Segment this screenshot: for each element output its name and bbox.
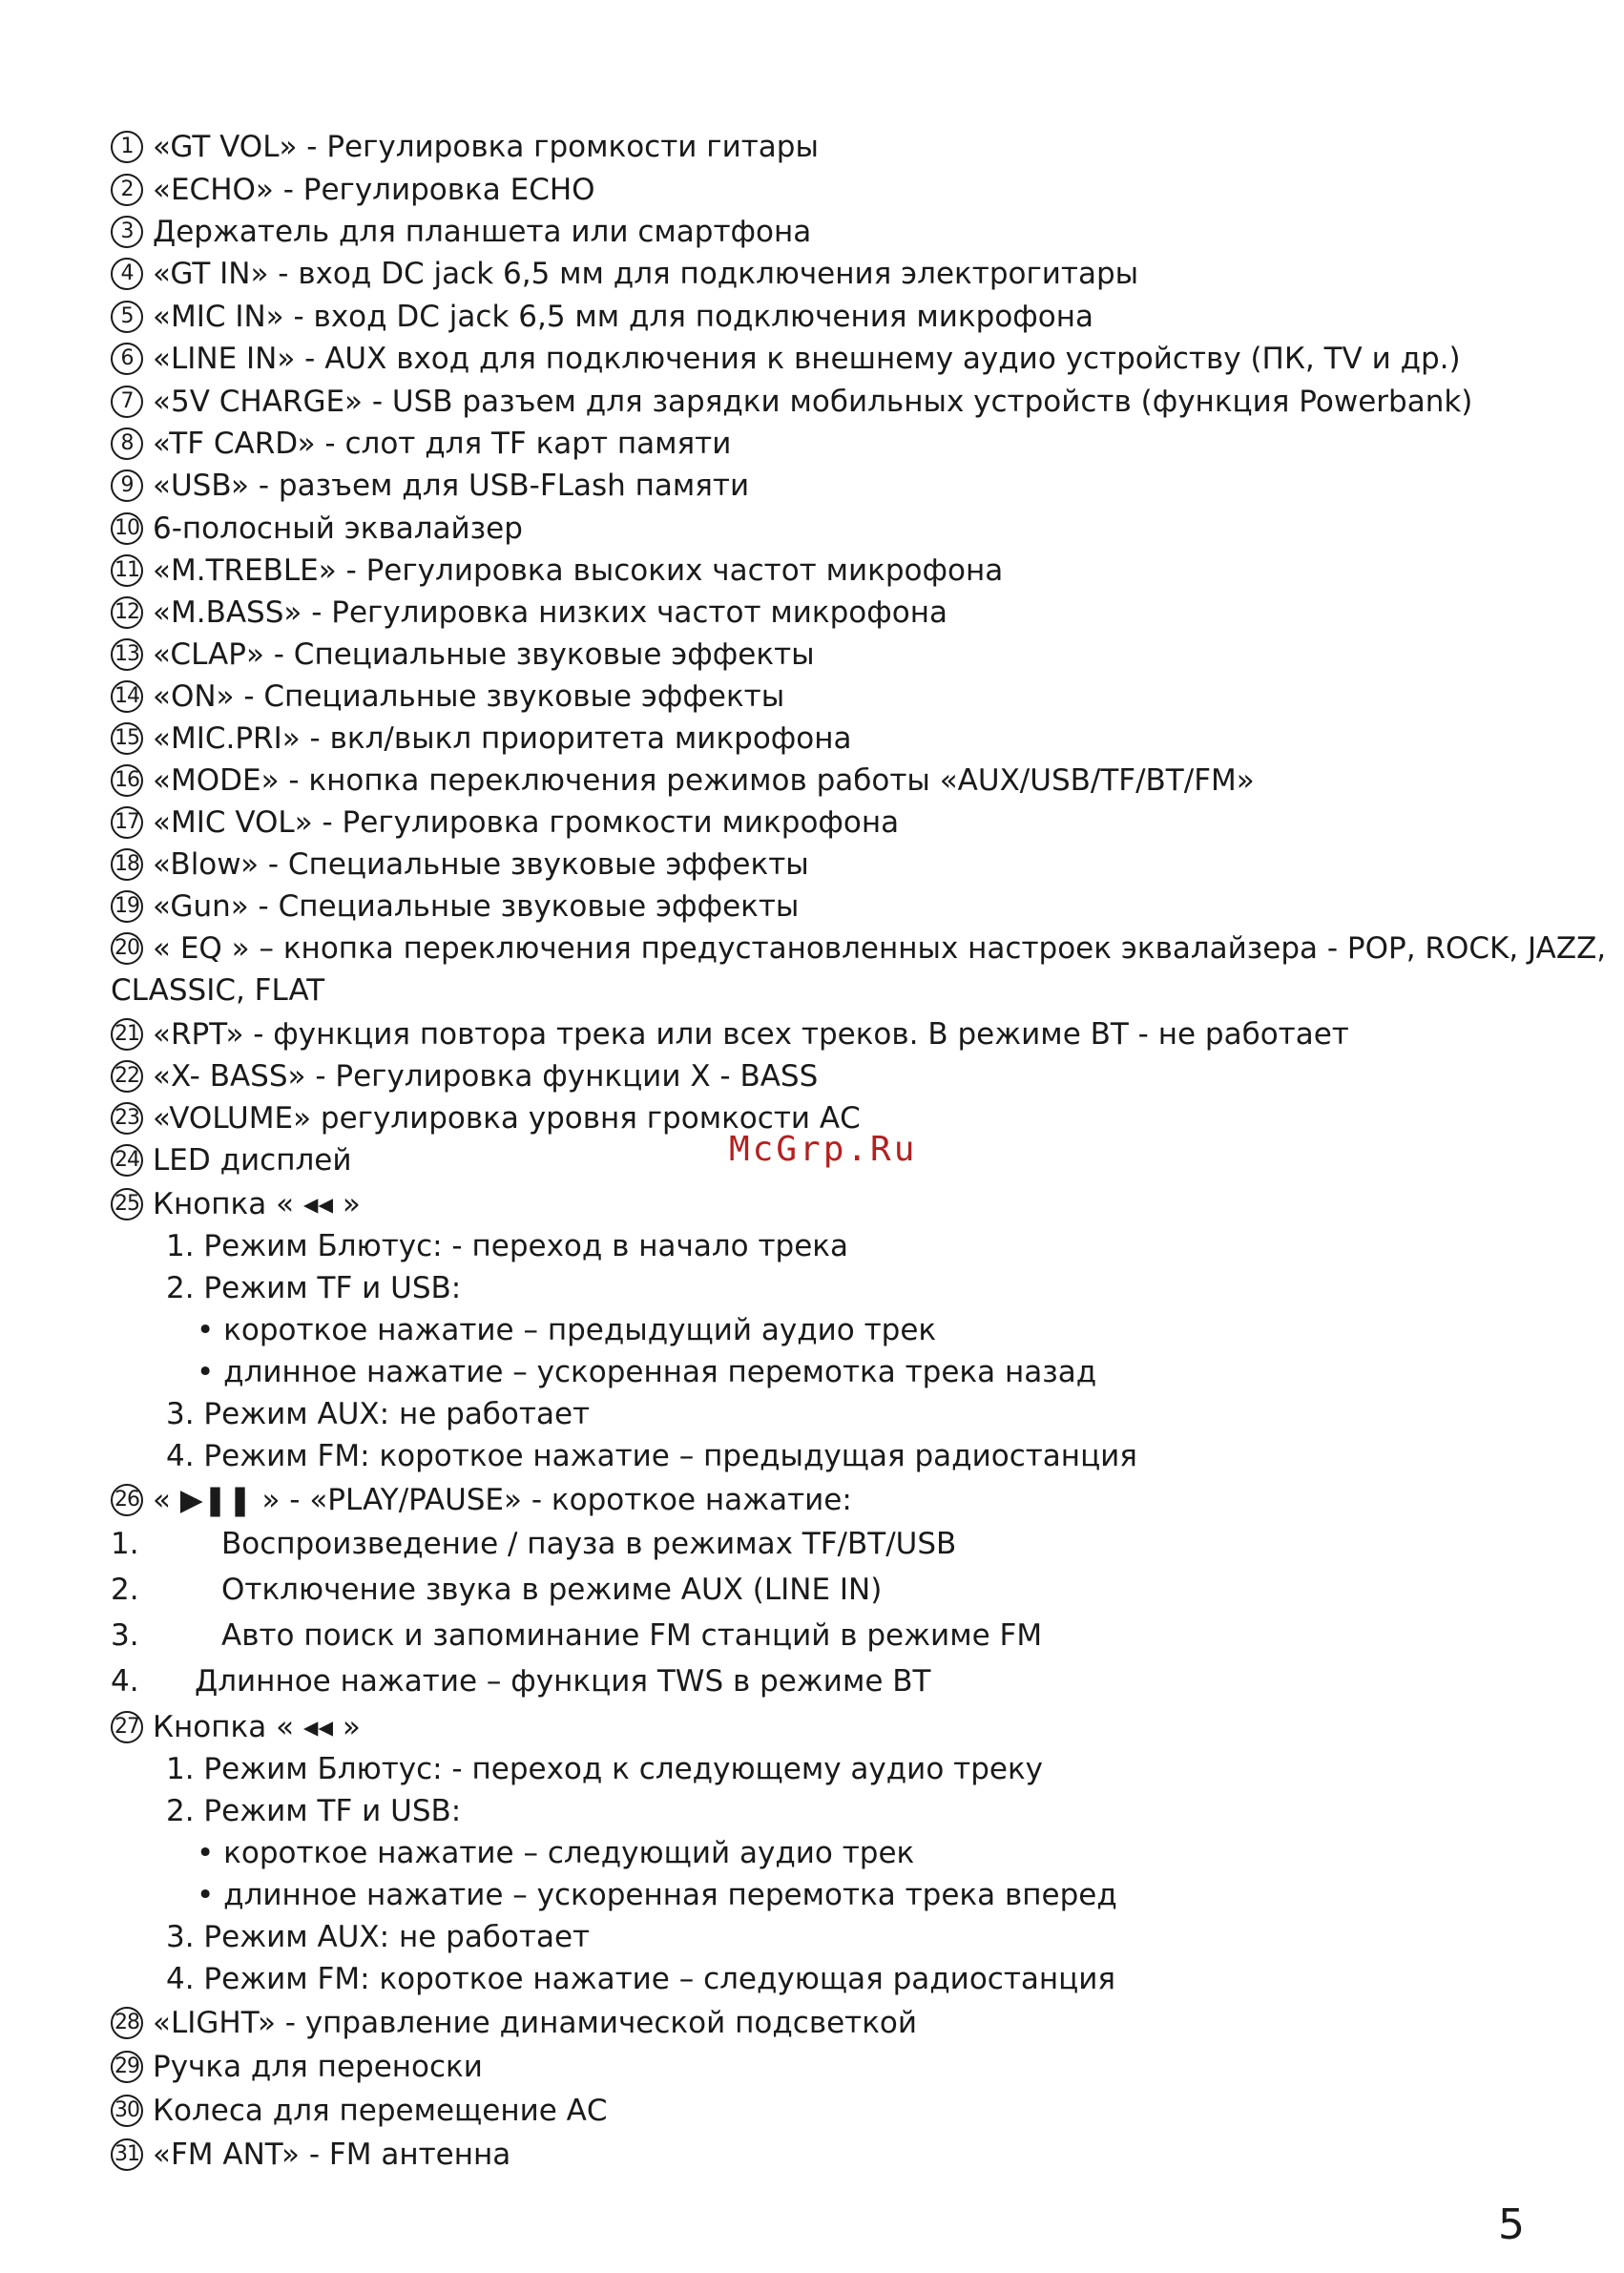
item-number: 7: [111, 386, 143, 418]
list-item: [111, 1183, 361, 1225]
list-item: [111, 2002, 917, 2044]
item-number: 18: [111, 848, 143, 881]
item-number: 29: [111, 2051, 143, 2083]
prev-mode-bluetooth: 1. Режим Блютус: - переход в начало трека: [166, 1229, 849, 1263]
list-item: [111, 169, 595, 211]
item-text: «VOLUME» регулировка уровня громкости АС: [153, 1101, 861, 1136]
list-item: [111, 296, 1093, 338]
item-text: «MIC IN» - вход DC jack 6,5 мм для подключения микрофона: [153, 300, 1094, 334]
watermark: McGrp.Ru: [729, 1130, 918, 1169]
play-list-item: [111, 1660, 930, 1702]
item-number: 31: [111, 2138, 143, 2171]
item-number: 3: [111, 216, 143, 248]
item-number: 8: [111, 427, 143, 460]
play-list-text: Отключение звука в режиме AUX (LINE IN): [221, 1573, 883, 1607]
list-item: [111, 844, 809, 886]
prev-mode-aux: 3. Режим AUX: не работает: [166, 1397, 591, 1431]
item-number: 5: [111, 301, 143, 333]
item-text: « ▶❚❚ » - «PLAY/PAUSE» - короткое нажатие:: [153, 1483, 852, 1517]
list-item: [111, 550, 1003, 592]
item-text: «TF CARD» - слот для TF карт памяти: [153, 427, 732, 461]
item-text: LED дисплей: [153, 1143, 352, 1178]
list-item: [111, 886, 799, 928]
list-item: [111, 126, 819, 168]
item-number: 11: [111, 554, 143, 587]
item-number: 21: [111, 1018, 143, 1051]
item-number: 2: [111, 174, 143, 206]
item-text: 6-полосный эквалайзер: [153, 511, 523, 546]
item-number: 24: [111, 1144, 143, 1177]
item-number: 28: [111, 2007, 143, 2039]
item-number: 6: [111, 343, 143, 375]
list-item: [111, 1479, 852, 1521]
play-list-text: Авто поиск и запоминание FM станций в режиме FM: [221, 1618, 1043, 1653]
next-mode-tf-usb: 2. Режим TF и USB:: [166, 1794, 462, 1828]
item-text: «CLAP» - Специальные звуковые эффекты: [153, 637, 815, 672]
item-number: 20: [111, 932, 143, 965]
item-text: «M.BASS» - Регулировка низких частот микрофона: [153, 595, 948, 630]
list-item: [111, 634, 815, 676]
prev-mode-tf-usb: 2. Режим TF и USB:: [166, 1271, 462, 1305]
list-item: [111, 508, 523, 550]
item-text: Кнопка « ◂◂ »: [153, 1710, 361, 1744]
item-text: «MIC VOL» - Регулировка громкости микрофона: [153, 805, 900, 840]
item-number: 27: [111, 1711, 143, 1743]
item-number: 16: [111, 764, 143, 797]
item-text: «GT VOL» - Регулировка громкости гитары: [153, 130, 819, 164]
list-item: [111, 1706, 361, 1748]
list-item: [111, 211, 811, 253]
list-item: [111, 465, 749, 507]
item-text: Ручка для переноски: [153, 2050, 483, 2084]
item-text: «FM ANT» - FM антенна: [153, 2137, 511, 2172]
item-number: 23: [111, 1102, 143, 1135]
eq-continuation: CLASSIC, FLAT: [111, 973, 325, 1008]
prev-short-press: • короткое нажатие – предыдущий аудио трек: [197, 1313, 937, 1347]
play-list-number: 3.: [111, 1618, 139, 1653]
item-text: «GT IN» - вход DC jack 6,5 мм для подключения электрогитары: [153, 257, 1139, 291]
play-list-item: [111, 1615, 1042, 1657]
list-item: [111, 1139, 352, 1181]
list-item: [111, 760, 1255, 802]
next-mode-fm: 4. Режим FM: короткое нажатие – следующая радиостанция: [166, 1962, 1116, 1996]
play-list-number: 1.: [111, 1527, 139, 1561]
item-text: «LIGHT» - управление динамической подсветкой: [153, 2006, 918, 2040]
item-text: «X- BASS» - Регулировка функции X - BASS: [153, 1059, 819, 1094]
next-mode-bluetooth: 1. Режим Блютус: - переход к следующему аудио треку: [166, 1752, 1044, 1786]
item-number: 25: [111, 1188, 143, 1220]
item-number: 14: [111, 680, 143, 713]
next-short-press: • короткое нажатие – следующий аудио трек: [197, 1836, 915, 1870]
prev-mode-fm: 4. Режим FM: короткое нажатие – предыдущая радиостанция: [166, 1439, 1137, 1473]
list-item: [111, 2090, 608, 2132]
item-number: 12: [111, 596, 143, 629]
list-item: [111, 1055, 818, 1097]
play-list-text: Длинное нажатие – функция TWS в режиме BT: [195, 1664, 931, 1699]
item-text: Колеса для перемещение АС: [153, 2094, 608, 2128]
item-number: 10: [111, 512, 143, 545]
list-item: [111, 2134, 510, 2176]
list-item: [111, 718, 852, 760]
item-text: «ON» - Специальные звуковые эффекты: [153, 679, 785, 714]
item-number: 13: [111, 638, 143, 671]
play-list-text: Воспроизведение / пауза в режимах TF/BT/USB: [221, 1527, 957, 1561]
item-number: 17: [111, 806, 143, 839]
item-text: «LINE IN» - AUX вход для подключения к внешнему аудио устройству (ПК, TV и др.): [153, 342, 1461, 376]
next-mode-aux: 3. Режим AUX: не работает: [166, 1920, 591, 1954]
list-item: [111, 381, 1472, 423]
play-list-number: 2.: [111, 1573, 139, 1607]
item-number: 15: [111, 722, 143, 755]
page-number: 5: [1498, 2200, 1525, 2249]
play-list-item: [111, 1523, 956, 1565]
list-item: [111, 253, 1138, 295]
item-text: Держатель для планшета или смартфона: [153, 215, 812, 249]
item-number: 1: [111, 131, 143, 163]
list-item: [111, 423, 731, 465]
item-text: «MODE» - кнопка переключения режимов работы «AUX/USB/TF/BT/FM»: [153, 763, 1255, 798]
item-number: 4: [111, 258, 143, 290]
item-number: 22: [111, 1060, 143, 1093]
item-text: «Gun» - Специальные звуковые эффекты: [153, 889, 800, 924]
list-item: [111, 592, 947, 634]
item-text: «5V CHARGE» - USB разъем для зарядки мобильных устройств (функция Powerbank): [153, 385, 1473, 419]
play-list-number: 4.: [111, 1664, 139, 1699]
list-item: [111, 2046, 483, 2088]
item-number: 9: [111, 469, 143, 502]
prev-long-press: • длинное нажатие – ускоренная перемотка трека назад: [197, 1355, 1097, 1389]
list-item: [111, 1013, 1349, 1055]
item-text: «ECHO» - Регулировка ECHO: [153, 173, 595, 207]
next-long-press: • длинное нажатие – ускоренная перемотка трека вперед: [197, 1878, 1117, 1912]
item-text: «MIC.PRI» - вкл/выкл приоритета микрофона: [153, 721, 852, 756]
item-number: 19: [111, 890, 143, 923]
item-number: 30: [111, 2095, 143, 2127]
item-number: 26: [111, 1484, 143, 1516]
list-item: [111, 802, 899, 844]
item-text: «RPT» - функция повтора трека или всех треков. В режиме BT - не работает: [153, 1017, 1349, 1052]
list-item: [111, 928, 1606, 970]
item-text: «USB» - разъем для USB-FLash памяти: [153, 469, 750, 503]
item-text: « EQ » – кнопка переключения предустановленных настроек эквалайзера - POP, ROCK, JAZZ,: [153, 931, 1607, 966]
item-text: Кнопка « ◂◂ »: [153, 1187, 361, 1221]
item-text: «Blow» - Специальные звуковые эффекты: [153, 847, 809, 882]
list-item: [111, 676, 784, 718]
play-list-item: [111, 1569, 882, 1611]
list-item: [111, 338, 1461, 380]
item-text: «M.TREBLE» - Регулировка высоких частот микрофона: [153, 553, 1004, 588]
